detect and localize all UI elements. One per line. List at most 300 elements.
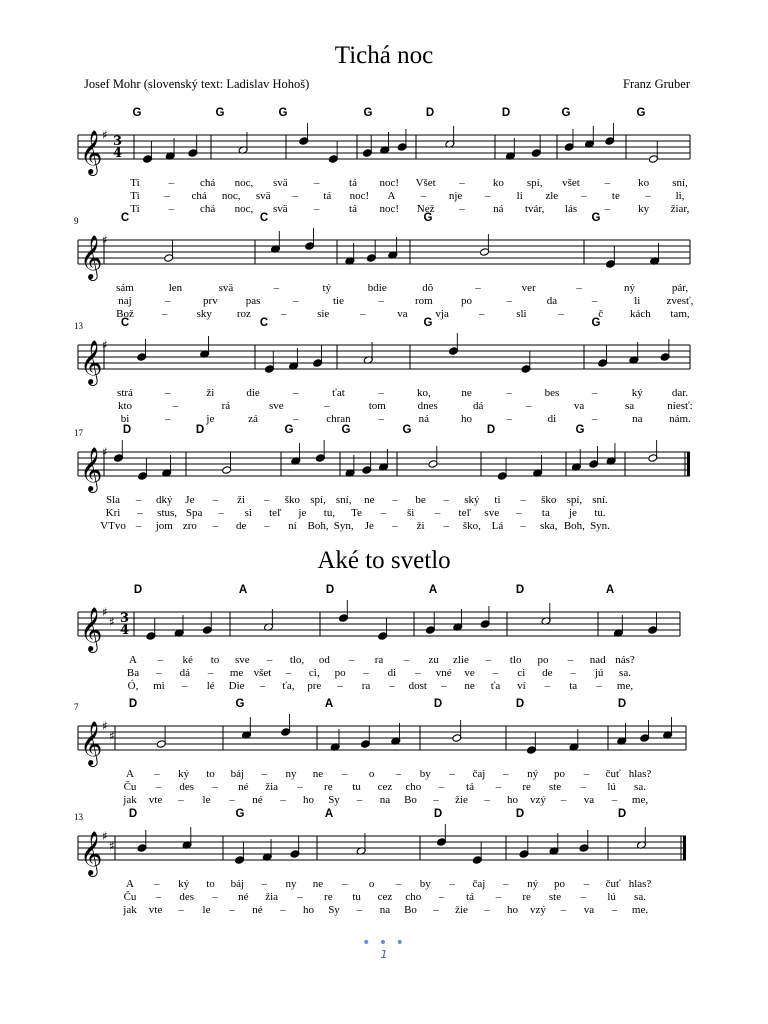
lyric-syllable: tlo xyxy=(509,654,522,666)
lyric-syllable: – xyxy=(484,190,491,202)
treble-clef-icon: 𝄞 xyxy=(80,831,103,875)
lyric-syllable: to xyxy=(210,654,220,666)
lyric-syllable: da xyxy=(546,295,558,307)
lyric-syllable: tá xyxy=(349,203,357,215)
lyric-syllable: VTvo xyxy=(100,520,126,532)
lyric-syllable: o xyxy=(368,878,375,890)
sharp-icon: ♯ xyxy=(102,233,108,247)
lyric-syllable: va xyxy=(397,308,408,320)
chord-symbol: G xyxy=(235,808,245,820)
lyric-syllable: nad xyxy=(589,654,606,666)
lyric-syllable: chá xyxy=(200,177,216,189)
lyric-syllable: sie xyxy=(317,308,330,320)
lyric-syllable: rom xyxy=(414,295,433,307)
lyric-syllable: – xyxy=(172,400,179,412)
lyricist-credit: Josef Mohr (slovenský text: Ladislav Hohoš) xyxy=(84,77,310,91)
lyric-syllable: ťat xyxy=(332,387,345,399)
lyric-syllable: sve xyxy=(484,507,500,519)
final-barline xyxy=(683,836,686,860)
lyric-syllable: tu. xyxy=(594,507,606,519)
measure-number: 7 xyxy=(74,702,79,712)
lyric-line xyxy=(0,667,768,681)
lyric-syllable: Te xyxy=(351,507,362,519)
lyric-syllable: ci xyxy=(517,667,526,679)
lyric-syllable: – xyxy=(313,203,320,215)
chord-symbol: A xyxy=(324,698,334,710)
lyric-syllable: – xyxy=(212,520,219,532)
lyric-syllable: – xyxy=(443,520,449,532)
lyric-syllable: – xyxy=(356,904,363,916)
lyric-syllable: žie xyxy=(455,904,468,916)
lyric-syllable: – xyxy=(433,904,439,916)
lyric-syllable: sli xyxy=(516,308,527,320)
lyric-syllable: re xyxy=(324,781,333,793)
lyric-syllable: Bo xyxy=(404,904,417,916)
lyric-syllable: ško xyxy=(284,494,301,506)
lyric-syllable: teľ xyxy=(269,507,282,519)
chord-symbol: G xyxy=(591,212,601,224)
page-dots-icon: • • • xyxy=(362,935,406,951)
lyric-syllable: – xyxy=(313,177,320,189)
lyric-syllable: – xyxy=(341,878,348,890)
chord-symbol: G xyxy=(636,107,646,119)
lyric-syllable: – xyxy=(229,794,235,806)
sharp-icon: ♯ xyxy=(102,338,108,352)
lyric-syllable: hlas? xyxy=(628,768,652,780)
lyric-syllable: noc, xyxy=(221,190,241,202)
lyric-syllable: sa. xyxy=(619,667,631,679)
lyric-syllable: ra xyxy=(374,654,384,666)
lyric-syllable: ta xyxy=(569,680,578,692)
lyric-syllable: – xyxy=(570,667,576,679)
lyric-syllable: ne xyxy=(464,680,475,692)
lyric-syllable: zro xyxy=(182,520,197,532)
lyric-syllable: tá xyxy=(466,781,474,793)
lyric-syllable: zá xyxy=(248,413,258,425)
lyric-syllable: spí, xyxy=(310,494,326,506)
lyric-syllable: – xyxy=(360,308,366,320)
lyric-syllable: si xyxy=(244,507,252,519)
lyric-syllable: ži xyxy=(237,494,246,506)
lyric-syllable: ži xyxy=(416,520,425,532)
lyric-syllable: A xyxy=(387,190,396,202)
lyric-syllable: – xyxy=(273,282,280,294)
lyric-syllable: noc! xyxy=(379,203,400,215)
lyric-syllable: ra xyxy=(361,680,371,692)
lyric-syllable: re xyxy=(324,891,333,903)
lyric-syllable: jú xyxy=(594,667,604,679)
lyric-syllable: bes xyxy=(544,387,560,399)
chord-symbol: G xyxy=(423,317,433,329)
lyric-syllable: žiar, xyxy=(670,203,690,215)
lyric-syllable: ho xyxy=(303,904,314,916)
chord-symbol: D xyxy=(133,584,143,596)
lyric-syllable: Je xyxy=(364,520,374,532)
lyric-syllable: – xyxy=(506,413,512,425)
sharp-icon: ♯ xyxy=(102,445,108,459)
lyric-syllable: chran xyxy=(326,413,351,425)
lyric-line xyxy=(0,190,768,204)
lyric-syllable: – xyxy=(337,680,343,692)
lyric-syllable: di xyxy=(387,667,397,679)
lyric-syllable: – xyxy=(604,177,611,189)
lyric-syllable: ná xyxy=(418,413,430,425)
chord-symbol: G xyxy=(591,317,601,329)
lyric-syllable: – xyxy=(297,781,303,793)
lyric-syllable: ko, xyxy=(416,387,431,399)
lyric-syllable: – xyxy=(434,507,441,519)
chord-symbol: D xyxy=(515,584,525,596)
lyric-syllable: po xyxy=(537,654,549,666)
treble-clef-icon: 𝄞 xyxy=(80,235,103,279)
chord-symbol: D xyxy=(486,424,496,436)
sharp-icon: ♯ xyxy=(102,829,108,843)
chord-symbol: D xyxy=(433,698,443,710)
lyric-syllable: – xyxy=(356,794,363,806)
lyric-syllable: – xyxy=(292,190,299,202)
chord-symbol: D xyxy=(195,424,205,436)
lyric-syllable: nám. xyxy=(669,413,691,425)
lyric-syllable: – xyxy=(266,654,273,666)
lyric-syllable: Ču xyxy=(123,891,137,903)
lyric-syllable: – xyxy=(264,494,270,506)
lyric-syllable: va xyxy=(583,794,595,806)
lyric-syllable: roz xyxy=(236,308,251,320)
chord-symbol: C xyxy=(259,317,269,329)
lyric-syllable: č xyxy=(598,308,604,320)
lyric-syllable: vzý xyxy=(530,794,546,806)
lyric-syllable: hlas? xyxy=(628,878,652,890)
chord-symbol: D xyxy=(425,107,435,119)
lyric-syllable: bdie xyxy=(367,282,387,294)
sharp-icon: ♯ xyxy=(109,839,115,853)
staff xyxy=(0,712,768,772)
lyric-line xyxy=(0,654,768,668)
lyric-syllable: dost xyxy=(408,680,427,692)
lyric-syllable: Ti xyxy=(130,203,140,215)
lyric-syllable: svä xyxy=(272,203,288,215)
lyric-syllable: len xyxy=(168,282,183,294)
lyric-syllable: ško xyxy=(541,494,557,506)
lyric-syllable: – xyxy=(449,768,455,780)
lyric-syllable: pár, xyxy=(671,282,689,294)
lyric-syllable: noc, xyxy=(234,177,254,189)
lyric-syllable: ná xyxy=(493,203,504,215)
lyric-syllable: ný xyxy=(624,282,636,294)
lyric-syllable: – xyxy=(212,494,219,506)
chord-symbol: A xyxy=(605,584,615,596)
treble-clef-icon: 𝄞 xyxy=(80,607,103,651)
lyric-syllable: – xyxy=(558,308,564,320)
lyric-syllable: to xyxy=(206,768,215,780)
lyric-line xyxy=(0,878,768,892)
lyric-syllable: ťa, xyxy=(282,680,295,692)
lyric-syllable: – xyxy=(591,295,598,307)
lyric-syllable: zle xyxy=(545,190,559,202)
lyric-syllable: Ó, xyxy=(127,680,139,692)
lyric-syllable: – xyxy=(611,904,618,916)
lyric-syllable: – xyxy=(525,400,532,412)
lyric-syllable: – xyxy=(280,904,286,916)
lyric-syllable: je xyxy=(206,413,215,425)
chord-symbol: D xyxy=(122,424,132,436)
lyric-syllable: ský xyxy=(464,494,480,506)
lyric-syllable: stus, xyxy=(157,507,178,519)
lyric-line xyxy=(0,282,768,296)
lyric-syllable: – xyxy=(348,654,355,666)
lyric-syllable: ho xyxy=(507,904,518,916)
lyric-syllable: – xyxy=(475,282,481,294)
lyric-syllable: bi xyxy=(120,413,130,425)
lyric-syllable: – xyxy=(420,190,427,202)
lyric-syllable: – xyxy=(596,680,602,692)
lyric-syllable: tá xyxy=(466,891,474,903)
page-indicator[interactable] xyxy=(0,935,768,961)
measure-number: 17 xyxy=(74,428,83,438)
lyric-syllable: – xyxy=(164,413,171,425)
lyric-syllable: ne xyxy=(312,768,324,780)
lyric-syllable: – xyxy=(503,878,509,890)
lyric-syllable: dký xyxy=(156,494,173,506)
staff xyxy=(0,121,768,181)
lyric-syllable: – xyxy=(178,904,184,916)
lyric-syllable: lás xyxy=(564,203,578,215)
lyric-syllable: žie xyxy=(455,794,468,806)
lyric-syllable: – xyxy=(438,891,445,903)
lyric-syllable: rá xyxy=(221,400,231,412)
lyric-syllable: re xyxy=(522,781,531,793)
lyric-syllable: tom xyxy=(368,400,386,412)
lyric-syllable: noc! xyxy=(379,177,400,189)
lyric-syllable: – xyxy=(389,680,395,692)
lyric-syllable: – xyxy=(459,203,465,215)
lyric-syllable: – xyxy=(259,680,266,692)
chord-symbol: D xyxy=(515,808,525,820)
lyric-syllable: re xyxy=(522,891,531,903)
lyric-syllable: čaj xyxy=(472,878,486,890)
lyric-syllable: né xyxy=(252,904,263,916)
lyric-syllable: ne xyxy=(461,387,472,399)
chord-symbol: D xyxy=(617,698,627,710)
lyric-syllable: A xyxy=(129,654,137,666)
lyric-syllable: – xyxy=(164,387,171,399)
lyric-syllable: – xyxy=(212,891,218,903)
lyric-syllable: dá xyxy=(472,400,484,412)
lyric-syllable: A xyxy=(126,768,134,780)
music-system xyxy=(0,212,768,320)
lyric-syllable: le xyxy=(202,904,211,916)
lyric-syllable: žia xyxy=(265,781,279,793)
lyric-syllable: di xyxy=(547,413,557,425)
lyric-syllable: po xyxy=(461,295,473,307)
chord-symbol: G xyxy=(561,107,571,119)
lyric-syllable: me xyxy=(229,667,244,679)
lyric-syllable: ti xyxy=(494,494,501,506)
lyric-syllable: svä xyxy=(255,190,271,202)
lyric-syllable: – xyxy=(156,667,162,679)
lyric-syllable: – xyxy=(293,295,299,307)
lyric-syllable: lú xyxy=(607,891,616,903)
sharp-icon: ♯ xyxy=(109,615,115,629)
lyric-syllable: svä xyxy=(218,282,234,294)
lyric-syllable: sa. xyxy=(634,891,646,903)
lyric-syllable: ne xyxy=(312,878,324,890)
lyric-syllable: – xyxy=(207,667,214,679)
lyric-syllable: – xyxy=(392,494,398,506)
lyric-syllable: by xyxy=(419,768,431,780)
chord-symbol: G xyxy=(132,107,142,119)
lyric-syllable: – xyxy=(520,494,526,506)
time-signature: 4 xyxy=(120,623,130,638)
lyric-syllable: po xyxy=(334,667,346,679)
lyric-syllable: ťa xyxy=(490,680,501,692)
lyric-syllable: – xyxy=(591,387,598,399)
lyric-syllable: chá xyxy=(191,190,207,202)
lyric-syllable: Lá xyxy=(491,520,504,532)
lyric-syllable: dô xyxy=(422,282,434,294)
lyric-syllable: – xyxy=(380,507,387,519)
lyric-syllable: ste xyxy=(548,891,562,903)
lyric-syllable: – xyxy=(280,308,287,320)
staff xyxy=(0,822,768,882)
lyric-syllable: – xyxy=(583,878,590,890)
lyric-syllable: sní, xyxy=(335,494,352,506)
staff xyxy=(0,598,768,658)
lyric-syllable: žia xyxy=(265,891,279,903)
lyric-syllable: – xyxy=(544,680,551,692)
lyric-syllable: – xyxy=(459,177,465,189)
lyric-syllable: – xyxy=(495,891,502,903)
lyric-syllable: – xyxy=(645,190,651,202)
final-barline xyxy=(687,452,690,476)
lyric-syllable: li, xyxy=(675,190,685,202)
lyric-line xyxy=(0,680,768,694)
lyric-syllable: ta xyxy=(541,507,550,519)
lyric-syllable: ši xyxy=(406,507,415,519)
chord-symbol: G xyxy=(278,107,288,119)
lyric-syllable: – xyxy=(581,190,587,202)
chord-symbol: D xyxy=(617,808,627,820)
measure-number: 13 xyxy=(74,812,83,822)
music-system xyxy=(0,698,768,806)
lyric-syllable: – xyxy=(560,904,567,916)
lyric-syllable: Spa xyxy=(185,507,203,519)
lyric-syllable: tu, xyxy=(323,507,336,519)
lyric-syllable: ško, xyxy=(462,520,481,532)
lyric-line xyxy=(0,891,768,905)
lyric-syllable: vte xyxy=(148,794,163,806)
lyric-syllable: Die xyxy=(228,680,245,692)
lyric-syllable: de xyxy=(542,667,553,679)
lyric-syllable: je xyxy=(298,507,307,519)
lyric-syllable: je xyxy=(568,507,577,519)
lyric-syllable: Bož xyxy=(116,308,134,320)
chord-symbol: C xyxy=(120,317,130,329)
chord-symbol: D xyxy=(433,808,443,820)
lyric-syllable: – xyxy=(443,494,449,506)
lyric-syllable: – xyxy=(155,891,162,903)
lyric-syllable: všet xyxy=(253,667,272,679)
sharp-icon: ♯ xyxy=(102,128,108,142)
lyric-syllable: – xyxy=(378,295,384,307)
lyric-syllable: na xyxy=(379,794,391,806)
lyric-line xyxy=(0,387,768,401)
lyric-syllable: na xyxy=(379,904,391,916)
chord-symbol: D xyxy=(128,698,138,710)
lyric-syllable: né xyxy=(238,781,249,793)
lyric-syllable: čuť xyxy=(605,878,621,890)
lyric-syllable: by xyxy=(419,878,431,890)
song-title-2: Aké to svetlo xyxy=(317,547,451,574)
lyric-syllable: ko xyxy=(638,177,650,189)
lyric-syllable: báj xyxy=(230,878,245,890)
lyric-syllable: noc, xyxy=(234,203,254,215)
lyric-syllable: – xyxy=(604,203,611,215)
lyric-syllable: po xyxy=(553,878,565,890)
lyric-syllable: Než xyxy=(416,203,435,215)
lyric-syllable: Ti xyxy=(130,177,140,189)
lyric-syllable: me, xyxy=(631,794,649,806)
lyric-syllable: tu xyxy=(352,781,361,793)
chord-symbol: C xyxy=(259,212,269,224)
lyric-syllable: – xyxy=(495,781,502,793)
lyric-syllable: ver xyxy=(521,282,536,294)
lyric-syllable: Ba xyxy=(126,667,140,679)
lyric-syllable: – xyxy=(293,387,299,399)
lyric-line xyxy=(0,520,768,534)
lyric-syllable: – xyxy=(560,794,567,806)
lyric-syllable: ži xyxy=(206,387,215,399)
lyric-syllable: tá xyxy=(349,177,357,189)
lyric-syllable: tá xyxy=(323,190,332,202)
lyric-syllable: o xyxy=(368,768,375,780)
lyric-syllable: Sy xyxy=(328,794,340,806)
treble-clef-icon: 𝄞 xyxy=(80,340,103,384)
lyric-syllable: die xyxy=(246,387,260,399)
lyric-syllable: – xyxy=(583,768,590,780)
lyric-syllable: kto xyxy=(117,400,133,412)
lyric-syllable: tu xyxy=(352,891,361,903)
lyric-syllable: sve xyxy=(269,400,284,412)
measure-number: 9 xyxy=(74,216,79,226)
lyric-line xyxy=(0,781,768,795)
lyric-syllable: – xyxy=(212,781,218,793)
lyric-syllable: des xyxy=(179,891,194,903)
lyric-line xyxy=(0,177,768,191)
lyric-syllable: – xyxy=(415,667,421,679)
lyric-syllable: – xyxy=(591,413,598,425)
lyric-syllable: – xyxy=(297,891,303,903)
lyric-syllable: sám xyxy=(116,282,134,294)
lyric-syllable: čuť xyxy=(605,768,621,780)
lyric-syllable: ne xyxy=(364,494,375,506)
chord-symbol: G xyxy=(284,424,294,436)
lyric-syllable: tý xyxy=(322,282,332,294)
lyric-syllable: Syn, xyxy=(333,520,354,532)
lyric-line xyxy=(0,494,768,508)
lyric-syllable: – xyxy=(164,190,170,202)
lyric-syllable: lú xyxy=(607,781,616,793)
lyric-syllable: ny xyxy=(285,878,297,890)
lyric-syllable: – xyxy=(161,308,168,320)
lyric-syllable: vzý xyxy=(530,904,546,916)
lyric-syllable: Sla xyxy=(105,494,121,506)
chord-symbol: A xyxy=(324,808,334,820)
lyric-syllable: – xyxy=(378,387,384,399)
lyric-syllable: noc! xyxy=(349,190,370,202)
lyric-syllable: – xyxy=(378,413,384,425)
sharp-icon: ♯ xyxy=(102,719,108,733)
